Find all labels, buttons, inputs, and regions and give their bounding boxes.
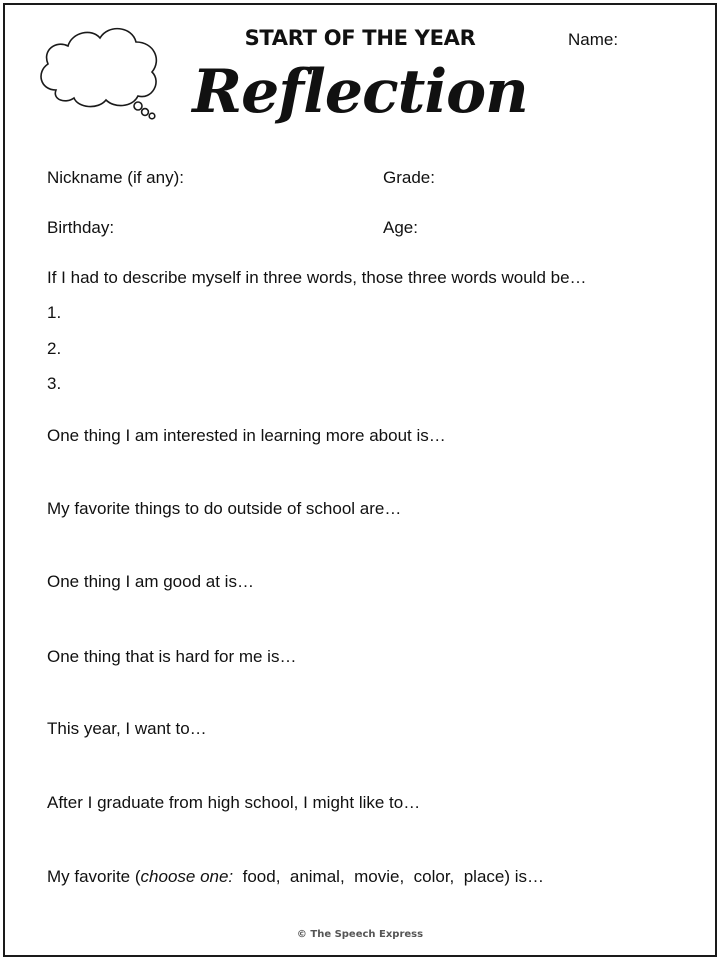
heading-subtitle: START OF THE YEAR: [244, 26, 476, 50]
prompt-favorite: [47, 867, 544, 887]
prompt-good-at: One thing I am good at is…: [47, 572, 254, 591]
name-field-label: Name:: [568, 30, 619, 49]
birthday-label: Birthday:: [47, 218, 115, 237]
favorite-choose-one: choose one:: [140, 867, 234, 886]
thought-bubble-icon: [34, 20, 164, 122]
prompt-after-graduate: After I graduate from high school, I might like to…: [47, 793, 421, 812]
page-title: Reflection: [192, 57, 528, 127]
footer-credit: © The Speech Express: [296, 929, 424, 940]
prompt-interested: One thing I am interested in learning more about is…: [47, 426, 446, 445]
favorite-text-end: food, animal, movie, color, place) is…: [233, 867, 545, 886]
favorite-text-start: My favorite (: [47, 867, 141, 886]
page-border: [3, 3, 717, 957]
prompt-favorite-things: My favorite things to do outside of school are…: [47, 499, 402, 518]
grade-label: Grade:: [383, 168, 435, 187]
prompt-this-year: This year, I want to…: [47, 719, 207, 738]
three-words-item-1: 1.: [47, 303, 62, 322]
three-words-prompt: If I had to describe myself in three words, those three words would be…: [47, 268, 587, 287]
prompt-hard-for-me: One thing that is hard for me is…: [47, 647, 297, 666]
three-words-item-2: 2.: [47, 339, 62, 358]
three-words-item-3: 3.: [47, 374, 62, 393]
nickname-label: Nickname (if any):: [47, 168, 184, 187]
age-label: Age:: [383, 218, 418, 237]
